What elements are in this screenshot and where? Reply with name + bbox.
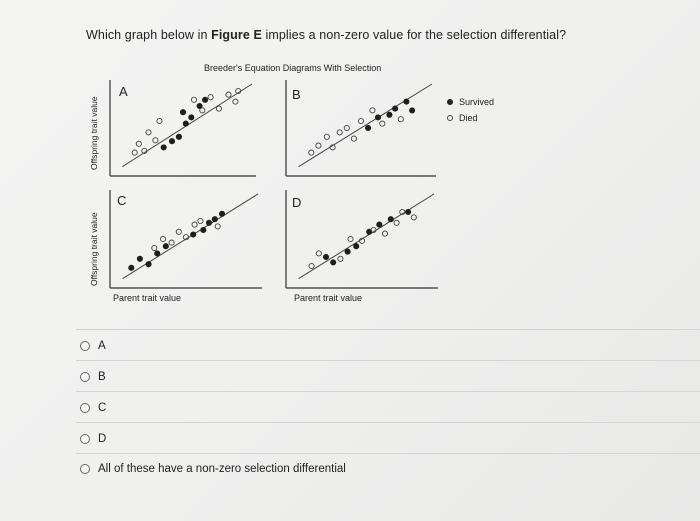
radio-button[interactable] (80, 403, 90, 413)
divider (76, 453, 700, 454)
survived-point-a (161, 145, 166, 150)
died-point-b (324, 134, 329, 139)
died-point-b (358, 118, 363, 123)
died-point-a (226, 92, 231, 97)
legend-survived-label: Survived (459, 97, 495, 107)
panel-label-c: C (117, 193, 127, 208)
died-point-a (233, 99, 238, 104)
divider (76, 391, 700, 392)
survived-point-a (203, 97, 208, 102)
open-dot-icon (447, 115, 453, 121)
survived-point-d (323, 254, 328, 259)
died-point-d (394, 220, 399, 225)
survived-point-b (375, 115, 380, 120)
answer-option-label: B (98, 371, 106, 383)
died-point-a (146, 130, 151, 135)
answer-option-all[interactable] (80, 463, 346, 475)
regression-line-b (299, 84, 432, 167)
answer-option-c[interactable] (80, 402, 106, 414)
panel-label-d: D (292, 195, 302, 210)
died-point-c (160, 236, 165, 241)
died-point-b (398, 117, 403, 122)
survived-point-c (146, 262, 151, 267)
died-point-b (370, 108, 375, 113)
survived-point-d (354, 244, 359, 249)
radio-button[interactable] (80, 464, 90, 474)
divider (76, 422, 700, 423)
died-point-c (215, 224, 220, 229)
survived-point-c (163, 244, 168, 249)
survived-point-c (137, 256, 142, 261)
legend-died-label: Died (459, 113, 478, 123)
died-point-b (337, 130, 342, 135)
legend-survived (447, 97, 494, 107)
died-point-c (192, 222, 197, 227)
question-prefix: Which graph below in (86, 28, 212, 42)
survived-point-b (387, 112, 392, 117)
answer-option-label: D (98, 433, 107, 445)
died-point-d (338, 256, 343, 261)
legend-died (447, 113, 478, 123)
y-axis-label-bottom: Offspring trait value (89, 212, 99, 286)
died-point-b (344, 125, 349, 130)
x-axis-label-right: Parent trait value (294, 293, 363, 303)
died-point-a (200, 108, 205, 113)
answer-option-label: All of these have a non-zero selection differential (98, 463, 346, 475)
died-point-a (191, 97, 196, 102)
survived-point-b (410, 108, 415, 113)
survived-point-c (219, 211, 224, 216)
survived-point-a (189, 115, 194, 120)
died-point-a (153, 138, 158, 143)
radio-button[interactable] (80, 372, 90, 382)
survived-point-d (388, 217, 393, 222)
filled-dot-icon (447, 99, 453, 105)
regression-line-d (299, 194, 434, 279)
survived-point-c (212, 217, 217, 222)
died-point-b (380, 121, 385, 126)
survived-point-d (406, 209, 411, 214)
divider (76, 360, 700, 361)
died-point-b (351, 136, 356, 141)
died-point-a (208, 95, 213, 100)
died-point-c (198, 218, 203, 223)
died-point-d (411, 215, 416, 220)
survived-point-a (180, 110, 185, 115)
figure-title: Breeder's Equation Diagrams With Selection (204, 63, 382, 73)
died-point-c (169, 240, 174, 245)
survived-point-b (366, 125, 371, 130)
answer-option-a[interactable] (80, 340, 106, 352)
died-point-d (348, 236, 353, 241)
died-point-d (309, 263, 314, 268)
survived-point-a (183, 121, 188, 126)
survived-point-a (176, 134, 181, 139)
died-point-d (382, 231, 387, 236)
survived-point-d (331, 260, 336, 265)
panel-label-b: B (292, 87, 301, 102)
survived-point-a (169, 139, 174, 144)
died-point-a (157, 118, 162, 123)
answer-option-label: C (98, 402, 107, 414)
died-point-b (316, 143, 321, 148)
survived-point-c (191, 232, 196, 237)
survived-point-d (377, 222, 382, 227)
question-suffix: implies a non-zero value for the selection differential? (261, 28, 567, 42)
figure-reference: Figure E (211, 28, 262, 42)
y-axis-label-top: Offspring trait value (89, 96, 99, 170)
answer-option-label: A (98, 340, 106, 352)
died-point-a (216, 106, 221, 111)
radio-button[interactable] (80, 341, 90, 351)
died-point-a (136, 141, 141, 146)
survived-point-c (201, 227, 206, 232)
died-point-d (316, 251, 321, 256)
answer-option-b[interactable] (80, 371, 106, 383)
x-axis-label-left: Parent trait value (113, 293, 182, 303)
died-point-c (152, 245, 157, 250)
survived-point-c (129, 265, 134, 270)
died-point-b (309, 150, 314, 155)
answer-option-d[interactable] (80, 433, 106, 445)
survived-point-b (404, 99, 409, 104)
died-point-c (176, 229, 181, 234)
survived-point-b (393, 106, 398, 111)
divider (76, 329, 700, 330)
died-point-a (132, 150, 137, 155)
panel-label-a: A (119, 84, 128, 99)
survived-point-d (345, 249, 350, 254)
regression-line-c (123, 194, 258, 279)
survived-point-c (206, 220, 211, 225)
radio-button[interactable] (80, 434, 90, 444)
survived-point-c (155, 251, 160, 256)
